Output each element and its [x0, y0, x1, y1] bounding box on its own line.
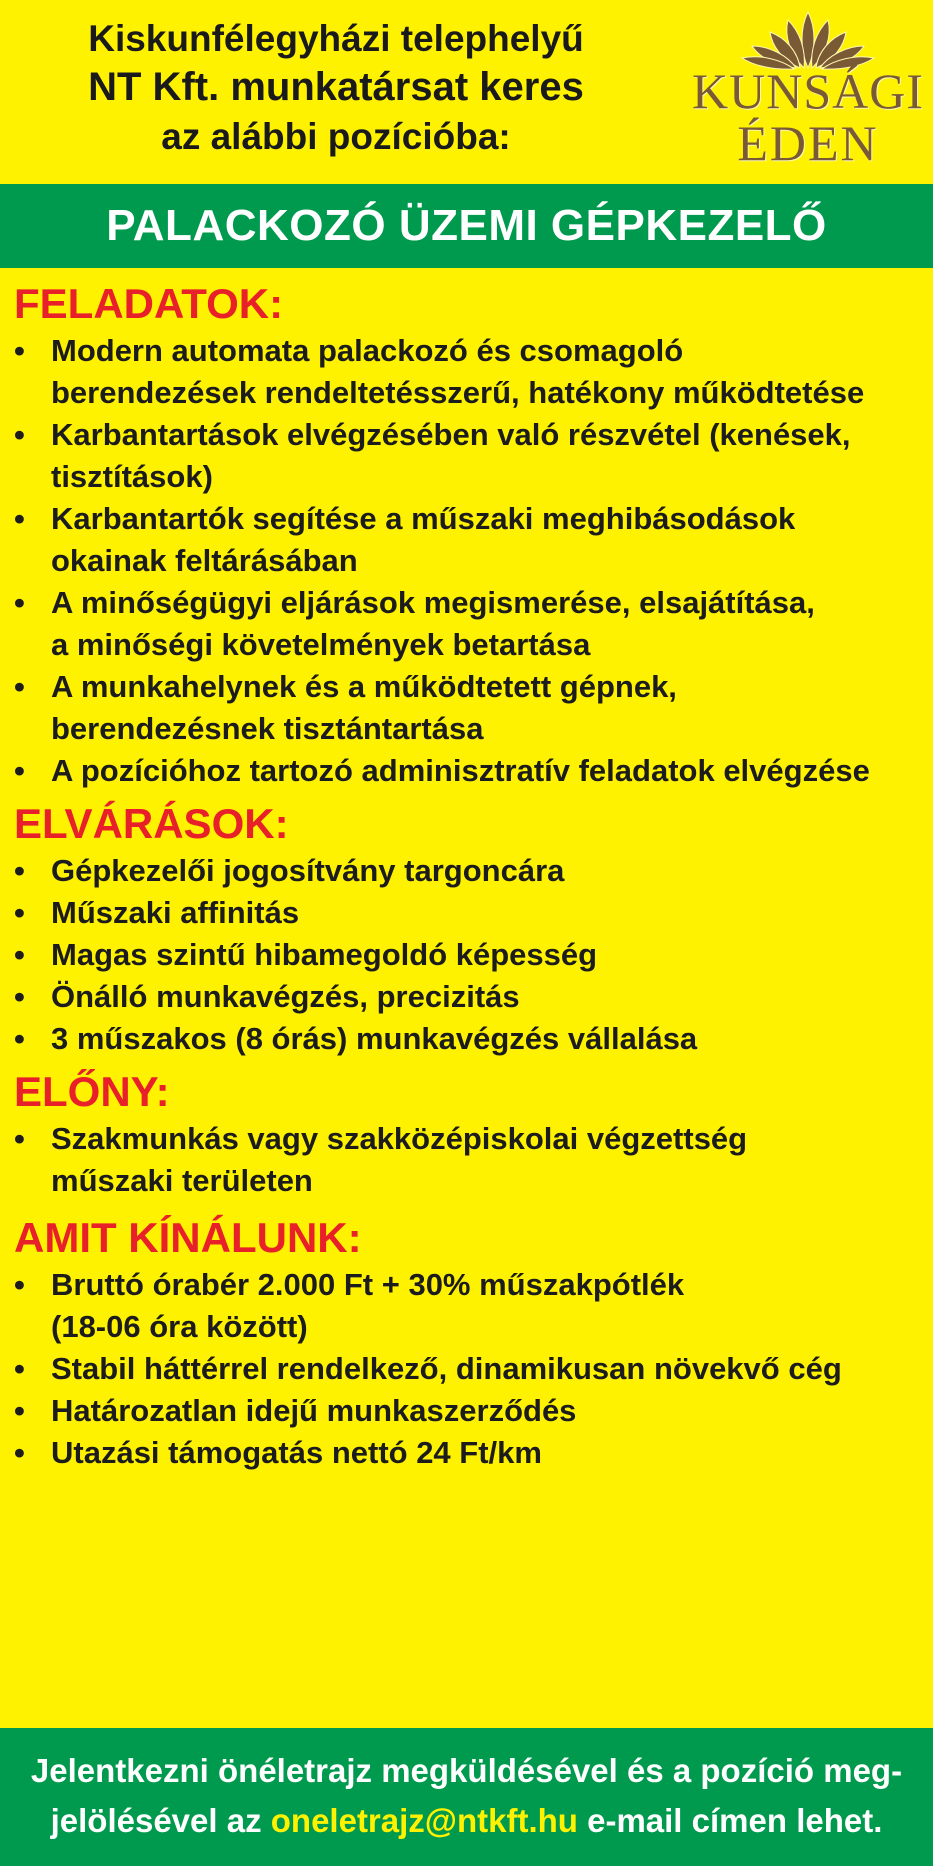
list-item — [14, 976, 924, 1018]
list-item — [14, 498, 924, 582]
bullet-icon: • — [14, 1435, 25, 1470]
bullet-icon: • — [14, 585, 25, 620]
bullet-icon: • — [14, 937, 25, 972]
lotus-flower-icon — [740, 10, 876, 70]
footer-line2-after: e-mail címen lehet. — [577, 1802, 883, 1839]
list-item — [14, 666, 924, 750]
item-list — [14, 850, 924, 1060]
list-item — [14, 934, 924, 976]
list-item — [14, 1432, 924, 1474]
bullet-icon: • — [14, 979, 25, 1014]
list-item — [14, 330, 924, 414]
position-title: PALACKOZÓ ÜZEMI GÉPKEZELŐ — [0, 184, 933, 268]
bullet-icon: • — [14, 669, 25, 704]
bullet-icon: • — [14, 1393, 25, 1428]
list-item-line: Önálló munkavégzés, precizitás — [51, 979, 520, 1014]
list-item-line: Utazási támogatás nettó 24 Ft/km — [51, 1435, 542, 1470]
list-item-line: 3 műszakos (8 órás) munkavégzés vállalása — [51, 1021, 698, 1056]
bullet-icon: • — [14, 333, 25, 368]
footer-line2-before: jelölésével az — [50, 1802, 271, 1839]
list-item-line: Stabil háttérrel rendelkező, dinamikusan növekvő cég — [51, 1351, 842, 1386]
bullet-icon: • — [14, 1351, 25, 1386]
list-item — [14, 582, 924, 666]
list-item-line: (18-06 óra között) — [51, 1309, 308, 1344]
item-list — [14, 330, 924, 792]
list-item — [14, 1118, 924, 1202]
bullet-icon: • — [14, 853, 25, 888]
list-item-line: A pozícióhoz tartozó adminisztratív feladatok elvégzése — [51, 753, 870, 788]
bullet-icon: • — [14, 895, 25, 930]
list-item-line: Szakmunkás vagy szakközépiskolai végzettség — [51, 1121, 748, 1156]
list-item-line: A minőségügyi eljárások megismerése, elsajátítása, — [51, 585, 815, 620]
bullet-icon: • — [14, 1021, 25, 1056]
header-line2: NT Kft. munkatársat keres — [88, 65, 584, 109]
list-item-line: tisztítások) — [51, 459, 213, 494]
list-item — [14, 750, 924, 792]
list-item-line: a minőségi követelmények betartása — [51, 627, 591, 662]
header — [0, 0, 933, 184]
list-item-line: berendezések rendeltetésszerű, hatékony működtetése — [51, 375, 865, 410]
list-item-line: okainak feltárásában — [51, 543, 358, 578]
section-title: AMIT KÍNÁLUNK: — [14, 1214, 362, 1261]
list-item — [14, 414, 924, 498]
list-item-line: A munkahelynek és a működtetett gépnek, — [51, 669, 677, 704]
list-item-line: Karbantartások elvégzésében való részvétel (kenések, — [51, 417, 851, 452]
list-item — [14, 892, 924, 934]
bullet-icon: • — [14, 753, 25, 788]
list-item — [14, 1264, 924, 1348]
logo-line2: ÉDEN — [737, 115, 879, 171]
header-line1: Kiskunfélegyházi telephelyű — [88, 18, 584, 59]
list-item-line: Magas szintű hibamegoldó képesség — [51, 937, 598, 972]
section-title: ELŐNY: — [14, 1068, 170, 1115]
list-item — [14, 1018, 924, 1060]
footer-line2 — [0, 1796, 933, 1846]
email-link[interactable]: oneletrajz@ntkft.hu — [270, 1802, 578, 1839]
job-description — [14, 278, 924, 1476]
kunsagi-eden-logo — [690, 10, 926, 175]
list-item-line: berendezésnek tisztántartása — [51, 711, 484, 746]
list-item-line: Bruttó órabér 2.000 Ft + 30% műszakpótlék — [51, 1267, 685, 1302]
item-list — [14, 1264, 924, 1474]
footer-line1: Jelentkezni önéletrajz megküldésével és a pozíció meg- — [30, 1752, 903, 1789]
list-item — [14, 1390, 924, 1432]
section-title: ELVÁRÁSOK: — [14, 800, 289, 847]
list-item-line: Modern automata palackozó és csomagoló — [51, 333, 684, 368]
list-item-line: Gépkezelői jogosítvány targoncára — [51, 853, 565, 888]
bullet-icon: • — [14, 501, 25, 536]
list-item-line: Karbantartók segítése a műszaki meghibásodások — [51, 501, 796, 536]
header-text — [0, 14, 672, 161]
application-footer — [0, 1728, 933, 1866]
bullet-icon: • — [14, 417, 25, 452]
section-feladatok — [14, 278, 924, 792]
list-item — [14, 1348, 924, 1390]
list-item-line: Határozatlan idejű munkaszerződés — [51, 1393, 577, 1428]
bullet-icon: • — [14, 1121, 25, 1156]
section-elony — [14, 1066, 924, 1202]
logo-line1: KUNSÁGI — [692, 63, 924, 119]
section-elvarasok — [14, 798, 924, 1060]
list-item — [14, 850, 924, 892]
bullet-icon: • — [14, 1267, 25, 1302]
item-list — [14, 1118, 924, 1202]
list-item-line: műszaki területen — [51, 1163, 313, 1198]
section-kinalunk — [14, 1212, 924, 1474]
list-item-line: Műszaki affinitás — [51, 895, 300, 930]
header-line3: az alábbi pozícióba: — [161, 116, 511, 157]
section-title: FELADATOK: — [14, 280, 284, 327]
